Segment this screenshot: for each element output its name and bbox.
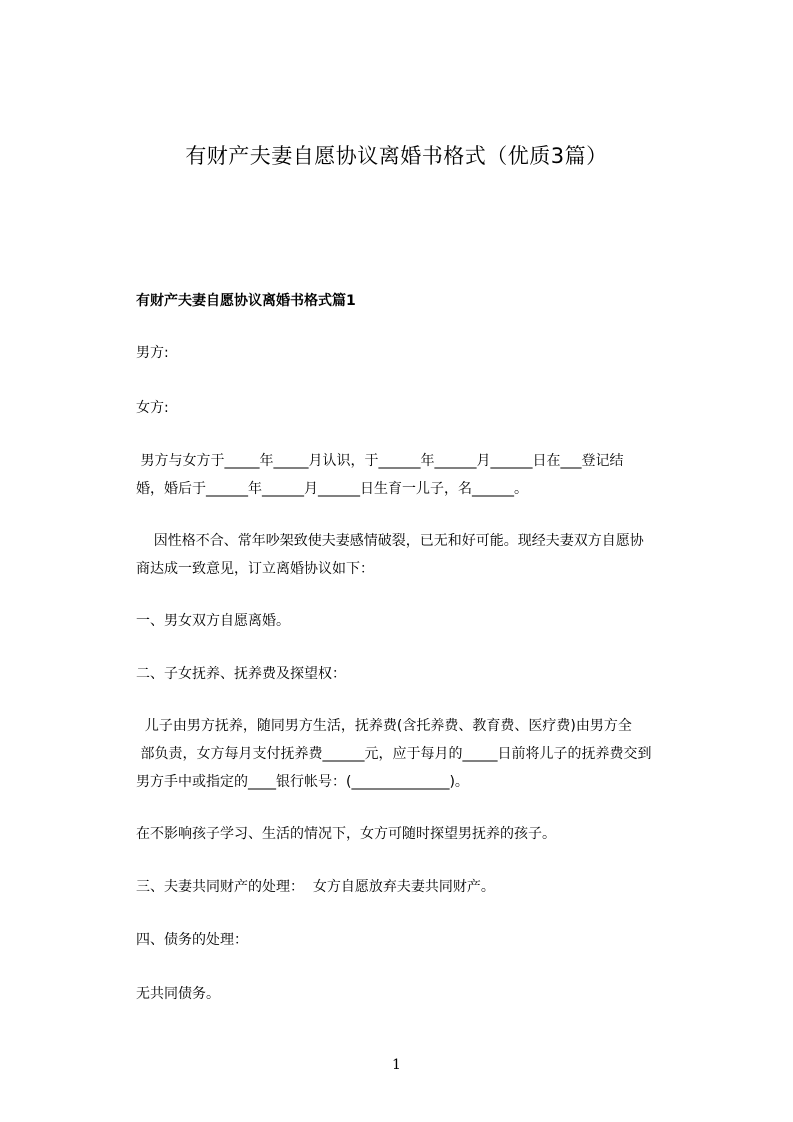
page-number: 1 xyxy=(392,1057,401,1073)
document-title: 有财产夫妻自愿协议离婚书格式（优质3篇） xyxy=(185,144,608,168)
paragraph-reason-line-1: 因性格不合、常年吵架致使夫妻感情破裂，已无和好可能。现经夫妻双方自愿协 xyxy=(136,533,644,549)
paragraph-acquaintance-line-2: 婚，婚后于______年______月______日生育一儿子，名______。 xyxy=(136,481,528,497)
clause-3: 三、夫妻共同财产的处理： 女方自愿放弃夫妻共同财产。 xyxy=(136,879,495,895)
clause-4-heading: 四、债务的处理： xyxy=(136,932,248,948)
paragraph-custody-line-1: 儿子由男方抚养，随同男方生活，抚养费(含托养费、教育费、医疗费)由男方全 xyxy=(136,718,632,734)
paragraph-custody-line-3: 男方手中或指定的____银行帐号：(______________)。 xyxy=(136,774,469,790)
section-heading: 有财产夫妻自愿协议离婚书格式篇1 xyxy=(136,293,356,309)
clause-2-heading: 二、子女抚养、抚养费及探望权： xyxy=(136,666,346,682)
paragraph-reason-line-2: 商达成一致意见，订立离婚协议如下： xyxy=(136,561,374,577)
male-party-label: 男方: xyxy=(136,345,169,361)
female-party-label: 女方: xyxy=(136,400,169,416)
paragraph-visitation: 在不影响孩子学习、生活的情况下，女方可随时探望男抚养的孩子。 xyxy=(136,826,556,842)
paragraph-custody-line-2: 部负责，女方每月支付抚养费______元，应于每月的_____日前将儿子的抚养费交到 xyxy=(136,746,652,762)
clause-1: 一、男女双方自愿离婚。 xyxy=(136,613,290,629)
paragraph-acquaintance-line-1: 男方与女方于_____年_____月认识，于______年______月______日在___登记结 xyxy=(136,453,624,469)
no-debt-statement: 无共同债务。 xyxy=(136,986,220,1002)
